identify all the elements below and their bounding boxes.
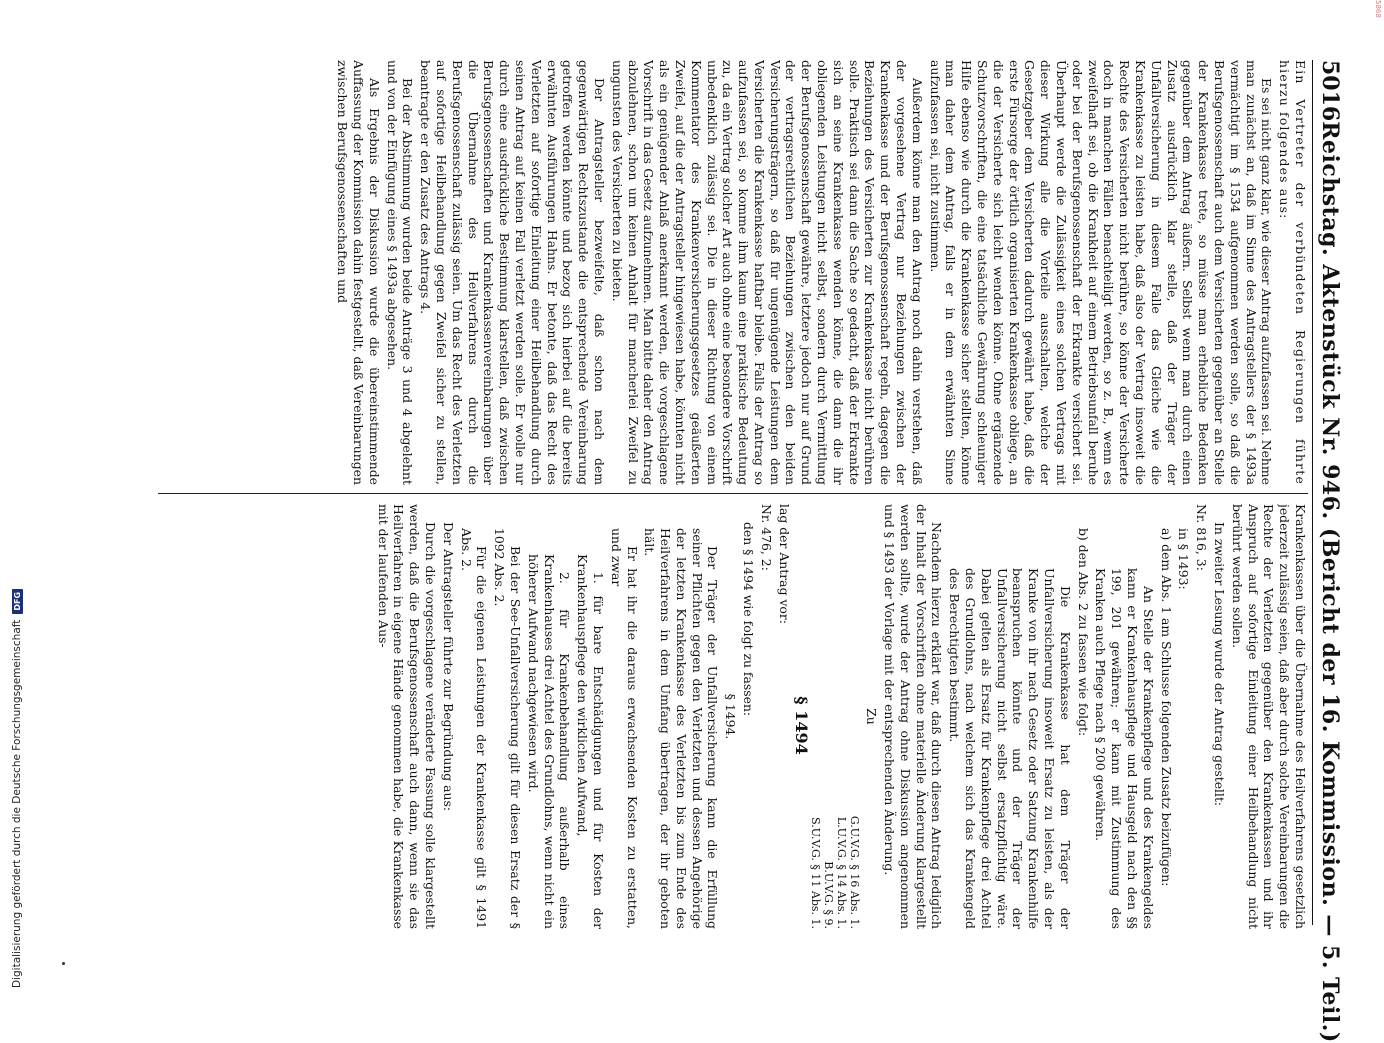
motion-item-a: a) dem Abs. 1 am Schlusse folgenden Zusatz beizufügen: [1158,528,1174,887]
quoted-paragraph: Bei der See-Unfallversicherung gilt für diesen Ersatz der § 1092 Abs. 2. [492,528,523,929]
quoted-text [946,528,1072,929]
paragraph: Bei der Abstimmung wurden beide Anträge 3 und 4 abgelehnt und von der Einfügung eines § 1493a abgesehen. [384,60,416,485]
paragraph: Durch die vorgeschlagene veränderte Fassung solle klargestellt werden, daß die Berufsgenossenschaft auch dann, wenn sie das Heilverfahren in eigene Hände genommen habe, die Krankenkasse mit der laufenden Aus- [375,504,438,929]
left-column [98,60,1308,485]
quoted-section: § 1494. [723,693,739,740]
quoted-text [458,504,721,929]
quoted-paragraph: Er hat ihr die daraus erwachsenden Kosten zu erstatten, und zwar [608,528,640,929]
right-column [98,504,1308,929]
law-reference: L.U.V.G. § 14 Abs. 1. [835,816,849,929]
paragraph: lag der Antrag vor: [776,504,792,624]
page-number: 5016 [1317,60,1343,122]
quoted-paragraph: Für die eigenen Leistungen der Krankenkasse gilt § 1491 Abs. 2. [458,528,490,929]
law-reference: B.U.V.G. § 9. [822,861,836,929]
paragraph: Ein Vertreter der verbündeten Regierungen führte hierzu folgendes aus: [1277,60,1308,485]
quoted-text [1093,528,1156,929]
paragraph: Außerdem könne man den Antrag noch dahin verstehen, daß der vorgesehene Vertrag nur Beziehungen zwischen der Krankenkasse und der Berufsgenossenschaft regeln, dagegen die Beziehungen des Versicherten zur Krankenkasse nicht berühren solle. Praktisch sei dann die Sache so gedacht, daß der Erkrankte sich an seine Krankenkasse wenden könne, die dann die ihr obliegenden Leistungen nicht selbst, sondern durch Vermittlung der Berufsgenossenschaft gewähre, letztere jedoch nur auf Grund der vertragsrechtlichen Beziehungen zwischen den beiden Versicherungsträgern, so daß für ungenügende Leistungen dem Versicherten die Krankenkasse haftbar bleibe. Falls der Antrag so aufzufassen sei, so komme ihm kaum eine praktische Bedeutung zu, da ein Vertrag solcher Art auch ohne eine besondere Vorschrift unbedenklich zulässig sei. Die in dieser Richtung von einem Kommentator des Krankenversicherungsgesetzes geäußerten Zweifel, auf die der Antragsteller hingewiesen habe, könnten nicht als ein genügender Anlaß anerkannt werden, die vorgeschlagene Vorschrift in das Gesetz aufzunehmen. Man bitte daher den Antrag abzulehnen, schon um keinen Anhalt für mancherlei Zweifel zu ungunsten des Versicherten zu bieten. [609,60,925,485]
scan-id: 5868 [1374,0,1382,18]
paragraph: Als Ergebnis der Diskussion wurde die übereinstimmende Auffassung der Kommission dahin festgestellt, daß Vereinbarungen zwischen Berufsgenossenschaften und [335,60,382,485]
quoted-paragraph: Die Krankenkasse hat dem Träger der Unfallversicherung insoweit Ersatz zu leisten, als der Kranke von ihr nach Gesetz oder Satzung Krankenhilfe beanspruchen könnte und der Träger der Unfallversicherung nicht selbst ersatzpflichtig wäre. Dabei gelten als Ersatz für Krankenpflege drei Achtel des Grundlohns, nach welchem sich das Krankengeld des Berechtigten bestimmt. [947,568,1073,929]
motion-block [946,504,1191,929]
scan-speck [62,962,65,965]
footer-strip [0,0,22,1000]
paragraph: In zweiter Lesung wurde der Antrag gestellt: [1212,522,1228,807]
list-item: 1. für bare Entschädigungen und für Kosten der Krankenhauspflege den wirklichen Aufwand, [575,554,606,929]
paragraph: den § 1494 wie folgt zu fassen: [741,522,757,717]
section-intro: Zu [864,708,880,725]
law-reference: S.U.V.G. § 11 Abs. 1. [809,817,823,929]
paragraph: Krankenkassen über die Übernahme des Heilverfahrens gesetzlich jederzeit zulässig seien, daß aber durch solche Vereinbarungen die Rechte der Verletzten gegenüber den Krankenkassen und ihr Anspruch auf sofortige Einleitung einer Heilbehandlung nicht berührt werden sollen. [1229,504,1308,929]
list-item: 2. für Krankenbehandlung außerhalb eines Krankenhauses drei Achtel des Grundlohns, wenn nicht ein höherer Aufwand nachgewiesen wird. [525,554,573,929]
paragraph: Nachdem hierzu erklärt war, daß durch diesen Antrag lediglich der Inhalt der Vorschriften ohne materielle Änderung klargestellt werden sollte, wurde der Antrag ohne Diskussion angenommen und § 1493 der Vorlage mit der entsprechenden Änderung. [882,504,945,929]
paragraph: Es sei nicht ganz klar, wie dieser Antrag aufzufassen sei. Nehme man zunächst an, daß im Sinne des Antragstellers der § 1493a vermächtigt im § 1534 aufgenommen werden solle, so daß die Berufsgenossenschaft auch dem Versicherten gegenüber an Stelle der Krankenkasse trete, so müsse man erhebliche Bedenken gegenüber dem Antrag äußern. Selbst wenn man durch einen Zusatz ausdrücklich klar stelle, daß der Träger der Unfallversicherung in diesem Falle das Gleiche wie die Krankenkasse zu leisten habe, daß also der Vertrag insoweit die Rechte des Versicherten nicht berühre, so könne der Versicherte doch in manchen Fällen benachteiligt werden, so z. B., wenn es zweifelhaft sei, ob die Krankheit auf einem Betriebsunfall beruhe oder bei der Berufsgenossenschaft der Erkrankte versichert sei. Überhaupt werde die Zulässigkeit eines solchen Vertrags mit dieser Wirkung alle die Vorteile ausschalten, welche der Gesetzgeber dem Versicherten dadurch gewährt habe, daß die erste Fürsorge der örtlich organisierten Krankenkasse obliege, an die der Versicherte sich leicht wenden könne. Ohne ergänzende Schutzvorschriften, die eine tatsächliche Gewährung schleuniger Hilfe ebenso wie durch die Krankenkasse sicher stellten, könne man daher dem Antrag, falls er in dem erwähnten Sinne aufzufassen sei, nicht zustimmen. [927,60,1275,485]
credit-text: Digitalisierung gefördert durch die Deutsche Forschungsgemeinschaft [11,619,23,988]
quoted-paragraph: Der Träger der Unfallversicherung kann die Erfüllung seiner Pflichten gegen den Verletzten und dessen Angehörige der letzten Krankenkasse des Verletzten bis zum Ende des Heilverfahrens in dem Umfang übertragen, der ihr geboten hält. [642,528,721,929]
paragraph: Der Antragsteller führte zur Begründung aus: [440,522,456,812]
section-heading: § 1494 [792,696,812,755]
page-header [1312,60,1346,1043]
column-divider [158,493,1308,494]
dfg-logo-icon: DFG [12,589,23,614]
quoted-paragraph: An Stelle der Krankenpflege und des Krankengeldes kann er Krankenhauspflege und Hausgeld nach den §§ 199, 201 gewähren; er kann mit Zustimmung des Kranken auch Pflege nach § 200 gewähren. [1093,568,1156,929]
motion-item-b: b) den Abs. 2 zu fassen wie folgt: [1075,528,1091,737]
motion-number: Nr. 816, 3: [1194,504,1210,571]
law-references [809,504,861,929]
motion-number: Nr. 476, 2: [758,504,774,571]
motion-line: in § 1493: [1176,528,1192,590]
law-reference: G.U.V.G. § 16 Abs. 1. [848,815,862,929]
digitization-credit [11,589,23,988]
paragraph: Der Antragsteller bezweifelte, daß schon nach dem gegenwärtigen Rechtszustande die entsprechende Vereinbarung getroffen werden könnte und bezog sich hierbei auf die bereits erwähnten Ausführungen Hahns. Er betonte, daß das Recht des Verletzten auf sofortige Einleitung einer Heilbehandlung durch seinen Antrag auf keinen Fall verletzt werden solle. Er wolle nur durch eine ausdrückliche Bestimmung klarstellen, daß zwischen Berufsgenossenschaften und Krankenkassenvereinbarungen über die Übernahme des Heilverfahrens durch die Berufsgenossenschaft zulässig seien. Um das Recht des Verletzten auf sofortige Heilbehandlung gegen Zweifel sicher zu stellen, beantragte er den Zusatz des Antrags 4. [418,60,607,485]
page-title: Reichstag. Aktenstück Nr. 946. (Bericht der 16. Kommission. — 5. Teil.) [1317,121,1343,1043]
